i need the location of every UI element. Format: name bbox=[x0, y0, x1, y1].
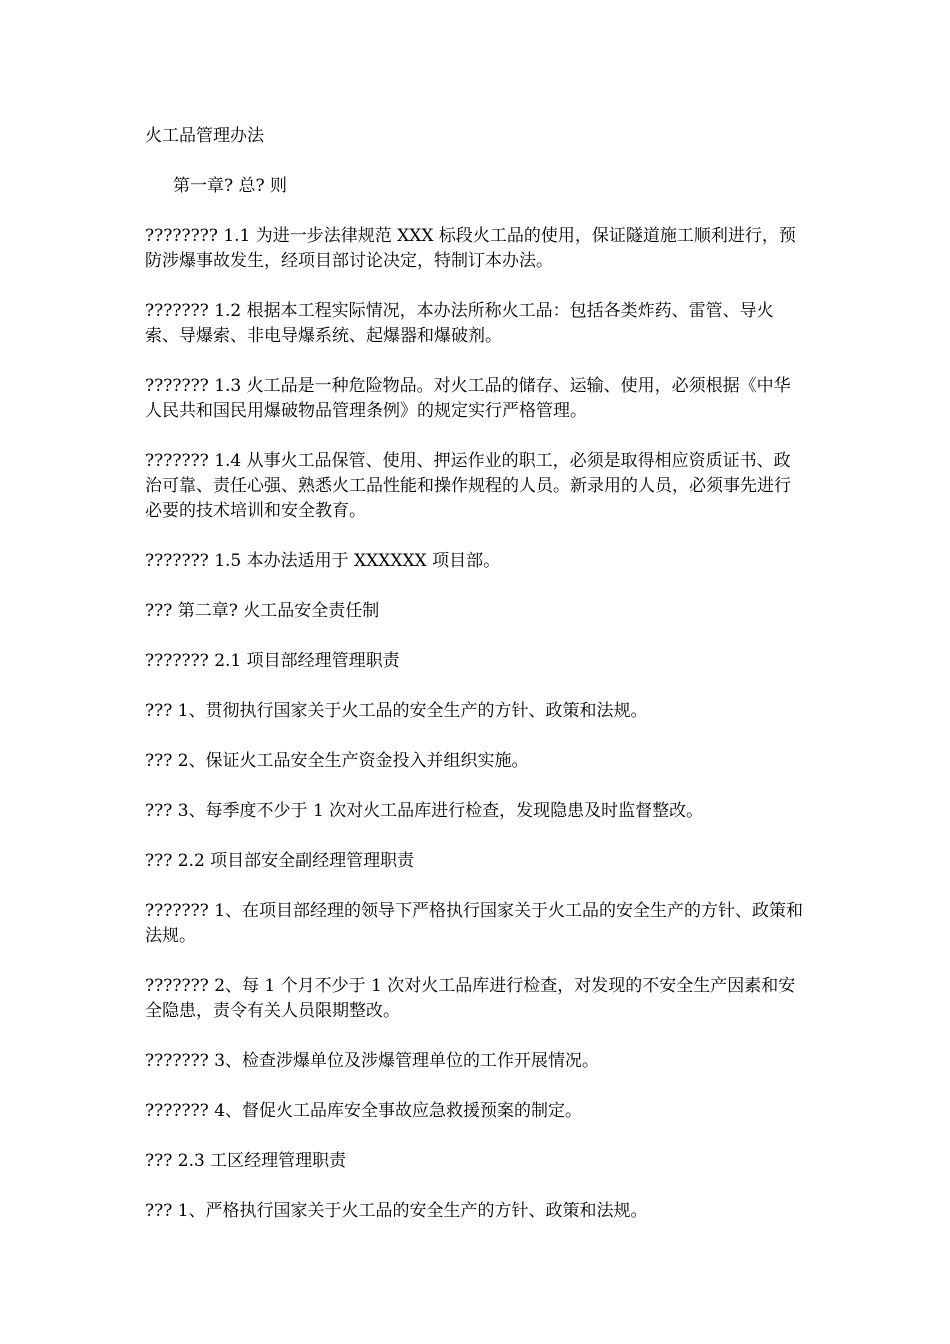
paragraph: ??????? 1.2 根据本工程实际情况，本办法所称火工品：包括各类炸药、雷管、导火索、导爆索、非电导爆系统、起爆器和爆破剂。 bbox=[145, 301, 774, 346]
list-item: ??????? 4、督促火工品库安全事故应急救援预案的制定。 bbox=[145, 1101, 583, 1121]
paragraph: ???????? 1.1 为进一步法律规范 XXX 标段火工品的使用，保证隧道施工顺利进行，预防涉爆事故发生，经项目部讨论决定，特制订本办法。 bbox=[145, 226, 796, 271]
paragraph: ??????? 1.4 从事火工品保管、使用、押运作业的职工，必须是取得相应资质证书、政治可靠、责任心强、熟悉火工品性能和操作规程的人员。新录用的人员，必须事先进行必要的技术培训和安全教育。 bbox=[145, 451, 791, 521]
list-item: ??? 2、保证火工品安全生产资金投入并组织实施。 bbox=[145, 751, 529, 771]
section-heading: ??? 2.2 项目部安全副经理管理职责 bbox=[145, 851, 415, 871]
paragraph: ??????? 1.5 本办法适用于 XXXXXX 项目部。 bbox=[145, 551, 501, 571]
chapter-heading: 第一章? 总? 则 bbox=[173, 176, 288, 196]
list-item: ??? 1、贯彻执行国家关于火工品的安全生产的方针、政策和法规。 bbox=[145, 701, 648, 721]
document-body bbox=[145, 124, 805, 1249]
list-item: ??????? 3、检查涉爆单位及涉爆管理单位的工作开展情况。 bbox=[145, 1051, 600, 1071]
list-item: ??? 3、每季度不少于 1 次对火工品库进行检查，发现隐患及时监督整改。 bbox=[145, 801, 704, 821]
list-item: ??????? 1、在项目部经理的领导下严格执行国家关于火工品的安全生产的方针、政策和法规。 bbox=[145, 901, 804, 946]
chapter-heading: ??? 第二章? 火工品安全责任制 bbox=[145, 601, 380, 621]
list-item: ??? 1、严格执行国家关于火工品的安全生产的方针、政策和法规。 bbox=[145, 1201, 648, 1221]
list-item: ??????? 2、每 1 个月不少于 1 次对火工品库进行检查，对发现的不安全生产因素和安全隐患，责令有关人员限期整改。 bbox=[145, 976, 796, 1021]
section-heading: ??????? 2.1 项目部经理管理职责 bbox=[145, 651, 400, 671]
section-heading: ??? 2.3 工区经理管理职责 bbox=[145, 1151, 347, 1171]
document-title: 火工品管理办法 bbox=[145, 126, 264, 146]
paragraph: ??????? 1.3 火工品是一种危险物品。对火工品的储存、运输、使用，必须根据《中华人民共和国民用爆破物品管理条例》的规定实行严格管理。 bbox=[145, 376, 791, 421]
